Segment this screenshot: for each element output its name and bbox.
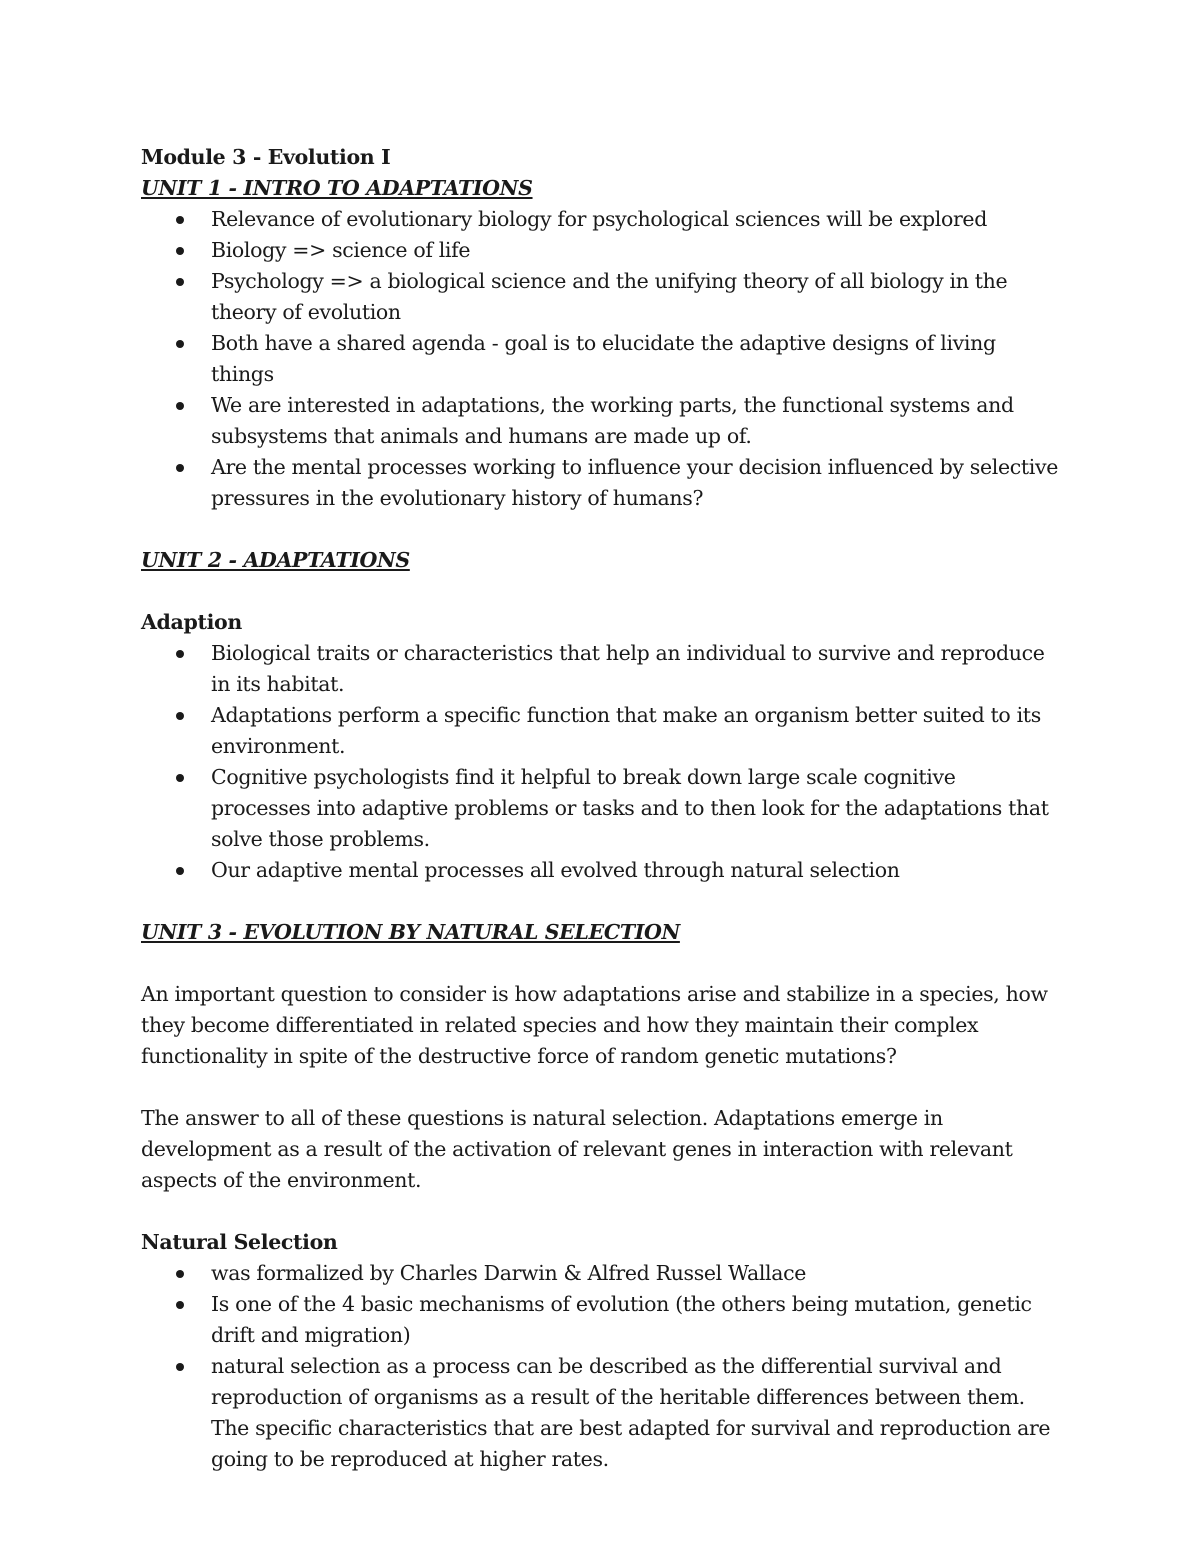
list-item-text: natural selection as a process can be described as the differential survival and reproduction of organisms as a result of the heritable differences between them. The specific characteristics that are best adapted for survival and reproduction are going to be reproduced at higher rates. (211, 1354, 1051, 1471)
bullet-icon (176, 650, 184, 658)
bullet-icon (176, 1301, 184, 1309)
list-item-text: Are the mental processes working to influence your decision influenced by selective pressures in the evolutionary history of humans? (211, 455, 1058, 510)
document-title: Module 3 - Evolution I (141, 145, 391, 169)
unit3-heading: UNIT 3 - EVOLUTION BY NATURAL SELECTION (141, 920, 680, 944)
adaption-subheading: Adaption (141, 610, 242, 634)
list-item (211, 328, 1061, 390)
unit2-heading: UNIT 2 - ADAPTATIONS (141, 548, 410, 572)
list-item-text: Is one of the 4 basic mechanisms of evolution (the others being mutation, genetic drift and migration) (211, 1292, 1032, 1347)
list-item (211, 700, 1061, 762)
list-item (211, 266, 1061, 328)
document-page (141, 142, 1061, 1475)
bullet-icon (176, 712, 184, 720)
bullet-icon (176, 464, 184, 472)
bullet-icon (176, 867, 184, 875)
bullet-icon (176, 1363, 184, 1371)
list-item (211, 235, 1061, 266)
list-item-text: Both have a shared agenda - goal is to elucidate the adaptive designs of living things (211, 331, 996, 386)
bullet-icon (176, 774, 184, 782)
unit3-bullet-list (141, 1258, 1061, 1475)
unit1-bullet-list (141, 204, 1061, 514)
list-item (211, 762, 1061, 855)
spacer (141, 886, 1061, 917)
list-item-text: Cognitive psychologists find it helpful to break down large scale cognitive processes into adaptive problems or tasks and to then look for the adaptations that solve those problems. (211, 765, 1049, 851)
list-item-text: Adaptations perform a specific function that make an organism better suited to its environment. (211, 703, 1041, 758)
spacer (141, 948, 1061, 979)
list-item-text: We are interested in adaptations, the working parts, the functional systems and subsystems that animals and humans are made up of. (211, 393, 1014, 448)
list-item (211, 638, 1061, 700)
bullet-icon (176, 216, 184, 224)
bullet-icon (176, 402, 184, 410)
paragraph: An important question to consider is how adaptations arise and stabilize in a species, how they become differentiated in related species and how they maintain their complex functionality in spite of the destructive force of random genetic mutations? (141, 982, 1048, 1068)
list-item-text: Biological traits or characteristics that help an individual to survive and reproduce in its habitat. (211, 641, 1045, 696)
spacer (141, 514, 1061, 545)
unit1-heading: UNIT 1 - INTRO TO ADAPTATIONS (141, 176, 533, 200)
bullet-icon (176, 278, 184, 286)
list-item-text: Psychology => a biological science and the unifying theory of all biology in the theory of evolution (211, 269, 1008, 324)
natural-selection-subheading: Natural Selection (141, 1230, 338, 1254)
unit2-bullet-list (141, 638, 1061, 886)
list-item-text: Biology => science of life (211, 238, 471, 262)
list-item-text: Relevance of evolutionary biology for psychological sciences will be explored (211, 207, 987, 231)
list-item-text: Our adaptive mental processes all evolved through natural selection (211, 858, 900, 882)
bullet-icon (176, 247, 184, 255)
spacer (141, 1072, 1061, 1103)
list-item-text: was formalized by Charles Darwin & Alfred Russel Wallace (211, 1261, 807, 1285)
list-item (211, 1289, 1061, 1351)
paragraph: The answer to all of these questions is natural selection. Adaptations emerge in development as a result of the activation of relevant genes in interaction with relevant aspects of the environment. (141, 1106, 1013, 1192)
list-item (211, 452, 1061, 514)
list-item (211, 1351, 1061, 1475)
spacer (141, 576, 1061, 607)
bullet-icon (176, 340, 184, 348)
list-item (211, 204, 1061, 235)
bullet-icon (176, 1270, 184, 1278)
list-item (211, 390, 1061, 452)
spacer (141, 1196, 1061, 1227)
list-item (211, 1258, 1061, 1289)
list-item (211, 855, 1061, 886)
